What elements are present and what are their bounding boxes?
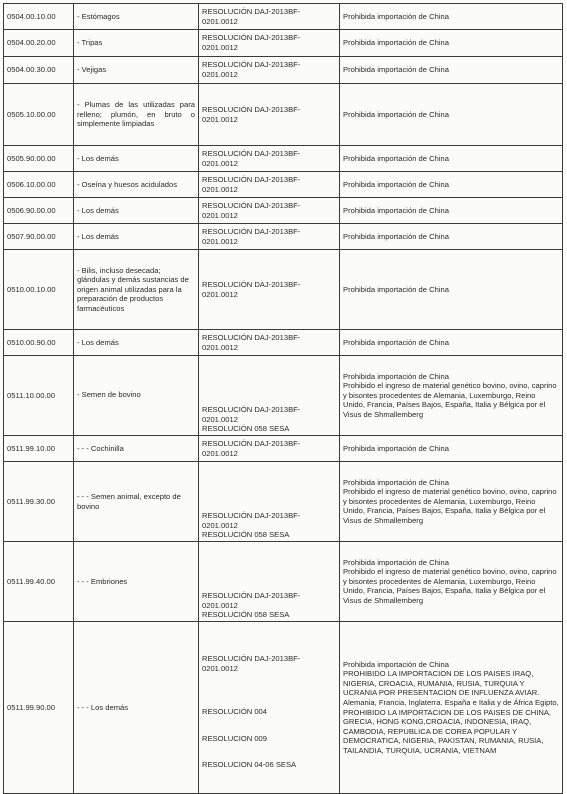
tariff-code: 0507.90.00.00 [4,224,74,250]
tariff-code: 0511.99.40.00 [4,542,74,622]
resolution-text: RESOLUCIÓN 004 [202,707,267,717]
product-description: - Oseína y huesos acidulados [74,172,199,198]
resolution-text: RESOLUCIÓN DAJ-2013BF-0201.0012 [202,174,301,194]
resolution-text: RESOLUCIÓN 058 SESA [202,530,290,540]
resolution-text: RESOLUCIÓN DAJ-2013BF-0201.0012 [202,332,301,352]
tariff-code: 0504.00.10.00 [4,4,74,30]
resolution-cell [199,622,340,794]
observation-cell [340,172,563,198]
product-description: - Semen de bovino [74,356,199,436]
resolution-text: RESOLUCIÓN 058 SESA [202,610,290,620]
tariff-code: 0504.00.30.00 [4,57,74,84]
resolution-text: RESOLUCIÓN DAJ-2013BF-0201.0012 [202,279,301,299]
resolution-cell [199,172,340,198]
product-description: - - - Cochinilla [74,436,199,462]
resolution-text: RESOLUCIÓN DAJ-2013BF-0201.0012 [202,33,301,52]
observation-text: Prohibida importación de China [343,179,449,189]
observation-text: Prohibida importación de China [343,284,449,294]
table-row [4,224,563,250]
resolution-text: RESOLUCIÓN DAJ-2013BF-0201.0012 [202,226,301,246]
product-description: - Los demás [74,224,199,250]
observation-text: Prohibida importación de China [343,11,449,21]
observation-cell [340,224,563,250]
observation-text: Prohibida importación de China [343,477,449,487]
observation-text: Prohibida importación de China [343,443,449,453]
product-description: - Estómagos [74,4,199,30]
regulation-table [3,3,563,794]
table-row [4,57,563,84]
observation-text: Prohibida importación de China [343,38,449,48]
resolution-text: RESOLUCIÓN 058 SESA [202,424,290,434]
table-row [4,462,563,542]
resolution-cell [199,462,340,542]
table-row [4,330,563,356]
observation-cell [340,146,563,172]
resolution-cell [199,356,340,436]
observation-text: Prohibida importación de China [343,205,449,215]
observation-cell [340,356,563,436]
resolution-text: RESOLUCION 04-06 SESA [202,760,297,770]
tariff-code: 0505.10.00.00 [4,84,74,146]
observation-text: Prohibida importación de China [343,337,449,347]
observation-text: Prohibida importación de China [343,65,449,75]
table-row [4,172,563,198]
tariff-code: 0510.00.90.00 [4,330,74,356]
observation-text: PROHIBIDO LA IMPORTACION DE LOS PAISES IRAQ, NIGERIA, CROACIA, RUMANIA, RUSIA, TURQUIA Y UCRANIA POR PRESENTACION DE INFLUENZA AVIAR. [343,669,540,698]
tariff-code: 0511.10.00.00 [4,356,74,436]
observation-cell [340,30,563,57]
tariff-code: 0505.90.00.00 [4,146,74,172]
table-row [4,198,563,224]
tariff-code: 0506.10.00.00 [4,172,74,198]
observation-text: Prohibida importación de China [343,153,449,163]
observation-cell [340,57,563,84]
resolution-text: RESOLUCIÓN DAJ-2013BF-0201.0012 [202,591,301,610]
observation-text: Prohibida importación de China [343,659,449,669]
table-row [4,30,563,57]
table-row [4,436,563,462]
table-row [4,542,563,622]
resolution-cell [199,84,340,146]
resolution-text: RESOLUCIÓN DAJ-2013BF-0201.0012 [202,438,301,458]
tariff-code: 0511.99.90.00 [4,622,74,794]
table-row [4,622,563,794]
resolution-text: RESOLUCIÓN DAJ-2013BF-0201.0012 [202,148,301,168]
resolution-text: RESOLUCIÓN DAJ-2013BF-0201.0012 [202,654,301,673]
resolution-text: RESOLUCIÓN DAJ-2013BF-0201.0012 [202,104,301,124]
observation-text: Prohibida importación de China [343,231,449,241]
resolution-text: RESOLUCIÓN DAJ-2013BF-0201.0012 [202,60,301,79]
observation-text: Prohibida importación de China [343,557,449,567]
observation-text: Prohibido el ingreso de material genético bovino, ovino, caprino y bisontes procedentes de Alemania, Luxemburgo, Reino Unido, Francia, Países Bajos, España, Italia y Bélgica por el Visus de Shmallemberg [343,567,557,605]
resolution-cell [199,542,340,622]
observation-text: Prohibido el ingreso de material genético bovino, ovino, caprino y bisontes procedentes de Alemania, Luxemburgo, Reino Unido, Francia, Países Bajos, España, Italia y Bélgica por el Visus de Shmallemberg [343,381,557,419]
product-description: - Los demás [74,330,199,356]
observation-cell [340,462,563,542]
product-description: - Tripas [74,30,199,57]
resolution-text: RESOLUCIÓN DAJ-2013BF-0201.0012 [202,405,301,424]
observation-cell [340,84,563,146]
resolution-text: RESOLUCIÓN DAJ-2013BF-0201.0012 [202,6,301,26]
observation-cell [340,622,563,794]
product-description: - - - Embriones [74,542,199,622]
resolution-cell [199,30,340,57]
resolution-cell [199,146,340,172]
resolution-cell [199,224,340,250]
observation-text: Prohibida importación de China [343,371,449,381]
observation-cell [340,436,563,462]
product-description: - - - Los demás [74,622,199,794]
product-description: - Vejigas [74,57,199,84]
tariff-code: 0506.90.00.00 [4,198,74,224]
product-description: - Plumas de las utilizadas para relleno; plumón, en bruto o simplemente limpiadas [74,84,199,146]
observation-text: Prohibido el ingreso de material genético bovino, ovino, caprino y bisontes procedentes de Alemania, Luxemburgo, Reino Unido, Francia, Países Bajos, España, Italia y Bélgica por el Visus de Shmallemberg [343,487,557,525]
table-row [4,4,563,30]
observation-cell [340,330,563,356]
observation-cell [340,4,563,30]
resolution-cell [199,330,340,356]
tariff-code: 0504.00.20.00 [4,30,74,57]
resolution-text: RESOLUCION 009 [202,733,267,743]
product-description: - Los demás [74,198,199,224]
resolution-cell [199,436,340,462]
resolution-cell [199,4,340,30]
observation-text: Alemania, Francia, Inglaterra. España e Italia y de África Egipto, [343,697,559,707]
table-row [4,356,563,436]
tariff-code: 0511.99.10.00 [4,436,74,462]
observation-cell [340,198,563,224]
resolution-text: RESOLUCIÓN DAJ-2013BF-0201.0012 [202,511,301,530]
observation-cell [340,542,563,622]
observation-cell [340,250,563,330]
tariff-code: 0511.99.30.00 [4,462,74,542]
resolution-cell [199,250,340,330]
product-description: - Los demás [74,146,199,172]
tariff-code: 0510.00.10.00 [4,250,74,330]
resolution-cell [199,198,340,224]
observation-text: PROHIBIDO LA IMPORTACION DE LOS PAISES DE CHINA, GRECIA, HONG KONG,CROACIA, INDONESIA, IRAQ, CAMBODIA, REPUBLICA DE COREA POPULAR Y DEMOCRATICA, NIGERIA, PAKISTAN, RUMANIA, RUSIA, TAILANDIA, TURQUIA, UCRANIA, VIETNAM [343,707,552,755]
table-row [4,250,563,330]
product-description: - Bilis, incluso desecada; glándulas y demás sustancias de origen animal utilizadas para la preparación de productos farmacéuticos [74,250,199,330]
table-row [4,146,563,172]
table-row [4,84,563,146]
resolution-text: RESOLUCIÓN DAJ-2013BF-0201.0012 [202,200,301,220]
observation-text: Prohibida importación de China [343,109,449,119]
resolution-cell [199,57,340,84]
product-description: - - - Semen animal, excepto de bovino [74,462,199,542]
